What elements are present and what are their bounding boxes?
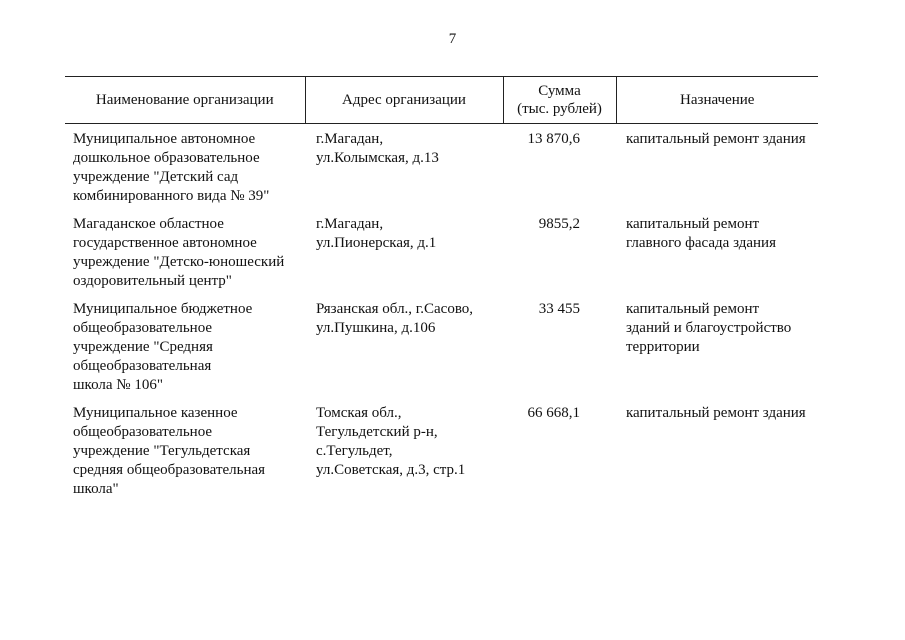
org-line: школа"	[73, 481, 119, 497]
address-line: с.Тегульдет,	[316, 443, 393, 459]
header-address: Адрес организации	[305, 77, 503, 124]
cell-purpose	[616, 215, 818, 300]
address-line: г.Магадан,	[316, 216, 384, 232]
table-header	[65, 77, 818, 124]
cell-org	[65, 300, 305, 404]
purpose-line: территории	[626, 339, 700, 355]
cell-address	[305, 404, 503, 508]
purpose-line: капитальный ремонт здания	[626, 131, 806, 147]
address-line: ул.Пушкина, д.106	[316, 320, 436, 336]
cell-sum: 66 668,1	[527, 405, 580, 421]
org-line: оздоровительный центр"	[73, 273, 232, 289]
cell-purpose	[616, 404, 818, 508]
cell-sum: 33 455	[538, 301, 580, 317]
org-line: общеобразовательная	[73, 358, 212, 374]
org-line: учреждение "Детско-юношеский	[73, 254, 285, 270]
table-body	[65, 124, 818, 509]
org-line: средняя общеобразовательная	[73, 462, 266, 478]
org-line: общеобразовательное	[73, 424, 213, 440]
cell-address	[305, 124, 503, 216]
purpose-line: зданий и благоустройство	[626, 320, 792, 336]
purpose-line: капитальный ремонт	[626, 301, 760, 317]
org-line: комбинированного вида № 39"	[73, 188, 270, 204]
cell-org	[65, 215, 305, 300]
org-line: учреждение "Детский сад	[73, 169, 239, 185]
org-line: учреждение "Тегульдетская	[73, 443, 251, 459]
page-number: 7	[448, 31, 457, 47]
header-sum-line1: Сумма	[538, 83, 581, 99]
address-line: ул.Пионерская, д.1	[316, 235, 437, 251]
address-line: Рязанская обл., г.Сасово,	[316, 301, 474, 317]
table-row	[65, 215, 818, 300]
cell-purpose	[616, 300, 818, 404]
org-line: Магаданское областное	[73, 216, 224, 232]
table-row	[65, 404, 818, 508]
table-row	[65, 124, 818, 216]
cell-purpose	[616, 124, 818, 216]
address-line: ул.Советская, д.3, стр.1	[316, 462, 466, 478]
header-sum	[503, 77, 616, 124]
org-line: школа № 106"	[73, 377, 163, 393]
org-line: учреждение "Средняя	[73, 339, 213, 355]
header-sum-line2: (тыс. рублей)	[517, 101, 602, 117]
purpose-line: главного фасада здания	[626, 235, 776, 251]
cell-org	[65, 124, 305, 216]
table-row	[65, 300, 818, 404]
purpose-line: капитальный ремонт	[626, 216, 760, 232]
org-line: Муниципальное казенное	[73, 405, 238, 421]
organizations-table	[65, 76, 818, 508]
header-purpose: Назначение	[616, 77, 818, 124]
address-line: г.Магадан,	[316, 131, 384, 147]
header-row	[65, 77, 818, 124]
org-line: общеобразовательное	[73, 320, 213, 336]
address-line: ул.Колымская, д.13	[316, 150, 439, 166]
cell-org	[65, 404, 305, 508]
address-line: Тегульдетский р-н,	[316, 424, 438, 440]
cell-sum: 13 870,6	[527, 131, 580, 147]
org-line: государственное автономное	[73, 235, 257, 251]
org-line: Муниципальное автономное	[73, 131, 256, 147]
org-line: дошкольное образовательное	[73, 150, 260, 166]
address-line: Томская обл.,	[316, 405, 402, 421]
purpose-line: капитальный ремонт здания	[626, 405, 806, 421]
cell-sum: 9855,2	[538, 216, 580, 232]
org-line: Муниципальное бюджетное	[73, 301, 253, 317]
cell-address	[305, 300, 503, 404]
header-org: Наименование организации	[95, 92, 274, 108]
cell-address	[305, 215, 503, 300]
